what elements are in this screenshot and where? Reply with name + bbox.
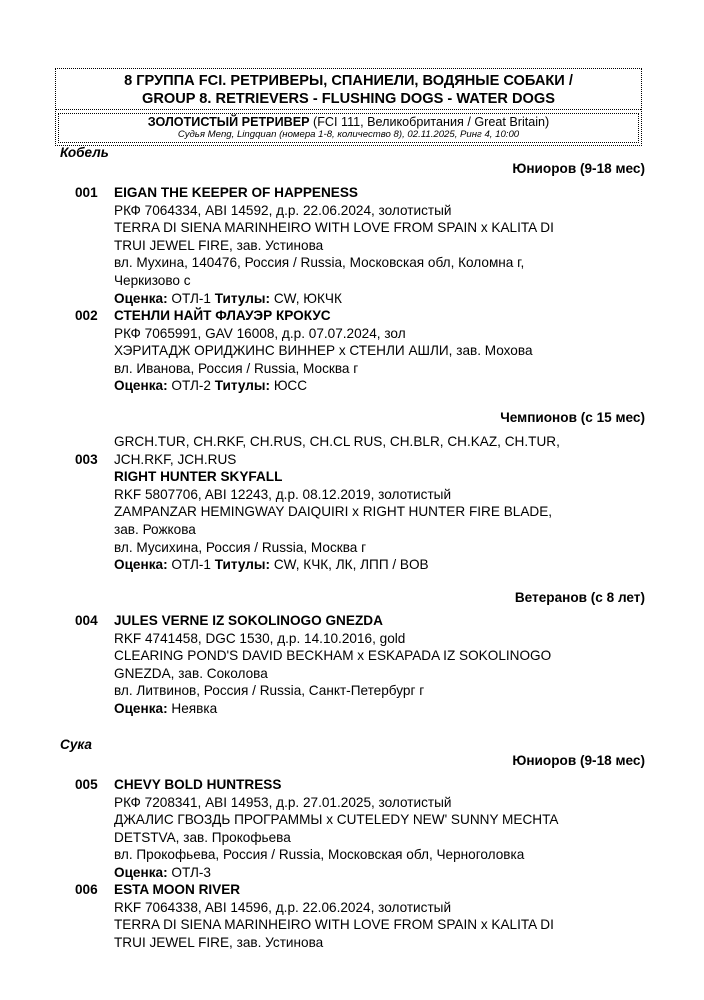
result-line (114, 700, 635, 718)
grade-value: ОТЛ-1 (171, 290, 211, 306)
group-title-en: GROUP 8. RETRIEVERS - FLUSHING DOGS - WATER DOGS (142, 91, 555, 107)
parents: TERRA DI SIENA MARINHEIRO WITH LOVE FROM SPAIN x KALITA DI (114, 917, 554, 933)
entry-number: 001 (75, 185, 98, 200)
grade-label: Оценка: (114, 557, 168, 573)
titles-label: Титулы: (214, 290, 271, 306)
grade-label: Оценка: (114, 864, 168, 880)
grade-label: Оценка: (114, 290, 168, 306)
parents: GNEZDA, зав. Соколова (114, 665, 268, 681)
section-male: Кобель (60, 145, 109, 160)
dog-name: RIGHT HUNTER SKYFALL (114, 469, 283, 485)
dog-name: EIGAN THE KEEPER OF HAPPENESS (114, 185, 358, 200)
result-line (114, 290, 635, 308)
dog-name: СТЕНЛИ НАЙТ ФЛАУЭР КРОКУС (114, 308, 331, 323)
entry (75, 307, 635, 395)
parents: зав. Рожкова (114, 521, 196, 537)
parents: ДЖАЛИС ГВОЗДЬ ПРОГРАММЫ x CUTELEDY NEW' SUNNY MECHTA (114, 812, 559, 828)
parents: TRUI JEWEL FIRE, зав. Устинова (114, 934, 324, 950)
grade-value: ОТЛ-3 (171, 864, 211, 880)
entry-number: 006 (75, 882, 98, 897)
breed-info: (FCI 111, Великобритания / Great Britain) (313, 115, 550, 129)
catalog-header (55, 68, 642, 146)
entry (75, 184, 635, 307)
judge-line: Судья Meng, Lingquan (номера 1-8, количество 8), 02.11.2025, Ринг 4, 10:00 (177, 129, 520, 140)
registration: RKF 5807706, ABI 12243, д.р. 08.12.2019, золотистый (114, 486, 452, 502)
owner: Черкизово с (114, 272, 191, 288)
grade-value: ОТЛ-2 (171, 378, 211, 394)
parents: ХЭРИТАДЖ ОРИДЖИНС ВИННЕР x СТЕНЛИ АШЛИ, зав. Мохова (114, 343, 533, 359)
parents: ZAMPANZAR HEMINGWAY DAIQUIRI x RIGHT HUNTER FIRE BLADE, (114, 504, 553, 520)
class-champions: Чемпионов (с 15 мес) (500, 410, 645, 425)
owner: вл. Мусихина, Россия / Russia, Москва г (114, 539, 367, 555)
result-line (114, 556, 635, 574)
result-line (114, 377, 635, 395)
titles-label: Титулы: (214, 557, 271, 573)
dog-name: JULES VERNE IZ SOKOLINOGO GNEZDA (114, 613, 383, 628)
entry (75, 881, 635, 951)
registration: RKF 4741458, DGC 1530, д.р. 14.10.2016, gold (114, 630, 406, 646)
titles-value: CW, КЧК, ЛК, ЛПП / BOB (273, 557, 429, 573)
dog-name: CHEVY BOLD HUNTRESS (114, 777, 282, 792)
breed-box (58, 113, 639, 143)
class-juniors-female: Юниоров (9-18 мес) (512, 753, 645, 768)
owner: вл. Мухина, 140476, Россия / Russia, Московская обл, Коломна г, (114, 255, 525, 271)
grade-label: Оценка: (114, 378, 168, 394)
entry-number: 004 (75, 613, 98, 628)
pre-titles: GRCH.TUR, CH.RKF, CH.RUS, CH.CL RUS, CH.BLR, CH.KAZ, CH.TUR, (114, 434, 560, 449)
class-juniors-male: Юниоров (9-18 мес) (512, 161, 645, 176)
titles-value: CW, ЮКЧК (273, 290, 342, 306)
grade-value: ОТЛ-1 (171, 557, 211, 573)
breed-name: ЗОЛОТИСТЫЙ РЕТРИВЕР (147, 115, 310, 129)
parents: DETSTVA, зав. Прокофьева (114, 829, 291, 845)
owner: вл. Прокофьева, Россия / Russia, Московская обл, Черноголовка (114, 847, 525, 863)
registration: РКФ 7064334, ABI 14592, д.р. 22.06.2024, золотистый (114, 202, 452, 218)
pre-titles: JCH.RKF, JCH.RUS (114, 451, 237, 467)
parents: TERRA DI SIENA MARINHEIRO WITH LOVE FROM SPAIN x KALITA DI (114, 220, 554, 236)
entry-number: 002 (75, 308, 98, 323)
breed-line (59, 115, 638, 129)
dog-name: ESTA MOON RIVER (114, 882, 241, 897)
titles-label: Титулы: (214, 378, 271, 394)
parents: TRUI JEWEL FIRE, зав. Устинова (114, 237, 324, 253)
registration: RKF 7064338, ABI 14596, д.р. 22.06.2024, золотистый (114, 899, 452, 915)
group-title-ru: 8 ГРУППА FCI. РЕТРИВЕРЫ, СПАНИЕЛИ, ВОДЯНЫЕ СОБАКИ / (124, 73, 573, 89)
entry (75, 776, 635, 882)
section-female: Сука (60, 737, 92, 752)
class-veterans: Ветеранов (с 8 лет) (514, 590, 645, 605)
registration: РКФ 7208341, ABI 14953, д.р. 27.01.2025, золотистый (114, 794, 452, 810)
entry (75, 612, 635, 718)
entry-number: 003 (75, 451, 98, 467)
owner: вл. Литвинов, Россия / Russia, Санкт-Петербург г (114, 683, 425, 699)
entry (75, 433, 635, 574)
group-title (56, 69, 641, 110)
entry-number: 005 (75, 777, 98, 792)
titles-value: ЮСС (273, 378, 308, 394)
grade-value: Неявка (171, 700, 218, 716)
grade-label: Оценка: (114, 700, 168, 716)
owner: вл. Иванова, Россия / Russia, Москва г (114, 360, 359, 376)
parents: CLEARING POND'S DAVID BECKHAM x ESKAPADA IZ SOKOLINOGO (114, 648, 552, 664)
result-line (114, 864, 635, 882)
registration: РКФ 7065991, GAV 16008, д.р. 07.07.2024, зол (114, 325, 406, 341)
